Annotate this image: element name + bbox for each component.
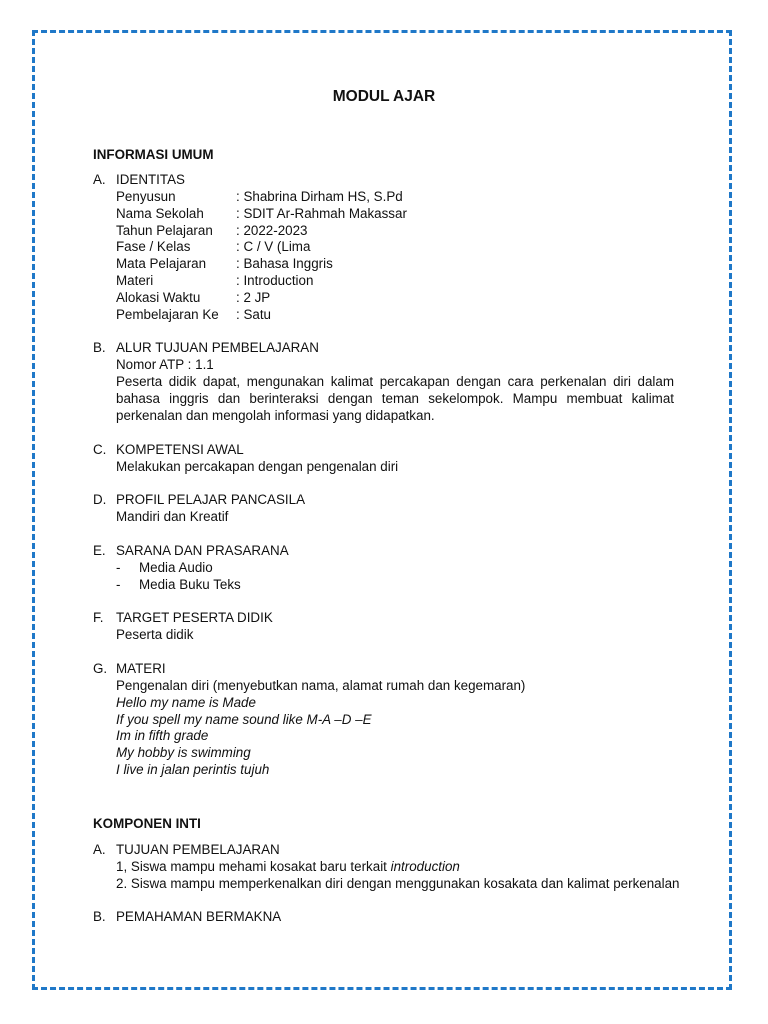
identity-label: Penyusun (116, 189, 176, 204)
item-title-tujuan-pembelajaran: TUJUAN PEMBELAJARAN (116, 842, 280, 857)
target-text: Peserta didik (116, 627, 194, 642)
identity-value: : 2 JP (236, 290, 271, 305)
tujuan-item-1 (116, 859, 460, 876)
item-title-sarana: SARANA DAN PRASARANA (116, 543, 289, 558)
item-title-materi: MATERI (116, 661, 166, 676)
document-title: MODUL AJAR (332, 88, 436, 105)
item-letter-b: B. (93, 909, 106, 924)
identity-label: Fase / Kelas (116, 239, 191, 254)
item-letter-d: D. (93, 492, 107, 507)
item-title-profil-pelajar: PROFIL PELAJAR PANCASILA (116, 492, 306, 507)
item-letter-e: E. (93, 543, 106, 558)
identity-label: Alokasi Waktu (116, 290, 201, 305)
list-item: Media Buku Teks (139, 577, 241, 592)
list-item: Media Audio (139, 560, 213, 575)
item-letter-a: A. (93, 172, 106, 187)
item-title-kompetensi-awal: KOMPETENSI AWAL (116, 442, 244, 457)
identity-label: Mata Pelajaran (116, 256, 207, 271)
identity-value: : Bahasa Inggris (236, 256, 333, 271)
tujuan-item-2: 2. Siswa mampu memperkenalkan diri dengan menggunakan kosakata dan kalimat perkenalan (116, 876, 680, 891)
atp-description: Peserta didik dapat, mengunakan kalimat percakapan dengan cara perkenalan diri dalam bahasa inggris dan berinteraksi dengan teman sekelompok. Mampu membuat kalimat perkenalan dan mengolah informasi yang didapatkan. (116, 374, 674, 423)
identity-label: Tahun Pelajaran (116, 223, 213, 238)
example-sentence: Hello my name is Made (116, 695, 256, 710)
materi-text: Pengenalan diri (menyebutkan nama, alamat rumah dan kegemaran) (116, 678, 526, 693)
list-dash: - (116, 577, 121, 592)
item-title-alur-tujuan: ALUR TUJUAN PEMBELAJARAN (116, 340, 319, 355)
atp-number: Nomor ATP : 1.1 (116, 357, 214, 372)
item-title-target: TARGET PESERTA DIDIK (116, 610, 273, 625)
section-heading-informasi-umum: INFORMASI UMUM (93, 147, 214, 162)
identity-value: : 2022-2023 (236, 223, 308, 238)
item-title-pemahaman-bermakna: PEMAHAMAN BERMAKNA (116, 909, 282, 924)
tujuan-item-1-italic: introduction (390, 859, 460, 874)
item-letter-g: G. (93, 661, 108, 676)
tujuan-item-1-text: 1, Siswa mampu mehami kosakat baru terkait (116, 859, 391, 874)
list-dash: - (116, 560, 121, 575)
kompetensi-awal-text: Melakukan percakapan dengan pengenalan diri (116, 459, 399, 474)
item-letter-c: C. (93, 442, 107, 457)
identity-label: Pembelajaran Ke (116, 307, 219, 322)
item-letter-a: A. (93, 842, 106, 857)
identity-value: : C / V (Lima (236, 239, 311, 254)
example-sentence: Im in fifth grade (116, 728, 209, 743)
identity-value: : Satu (236, 307, 271, 322)
section-heading-komponen-inti: KOMPONEN INTI (93, 816, 201, 831)
item-letter-f: F. (93, 610, 104, 625)
item-title-identitas: IDENTITAS (116, 172, 185, 187)
identity-value: : Shabrina Dirham HS, S.Pd (236, 189, 403, 204)
profil-pelajar-text: Mandiri dan Kreatif (116, 509, 229, 524)
example-sentence: My hobby is swimming (116, 745, 251, 760)
identity-label: Materi (116, 273, 154, 288)
identity-value: : Introduction (236, 273, 314, 288)
example-sentence: I live in jalan perintis tujuh (116, 762, 270, 777)
identity-label: Nama Sekolah (116, 206, 204, 221)
example-sentence: If you spell my name sound like M-A –D –E (116, 712, 372, 727)
item-letter-b: B. (93, 340, 106, 355)
identity-value: : SDIT Ar-Rahmah Makassar (236, 206, 407, 221)
